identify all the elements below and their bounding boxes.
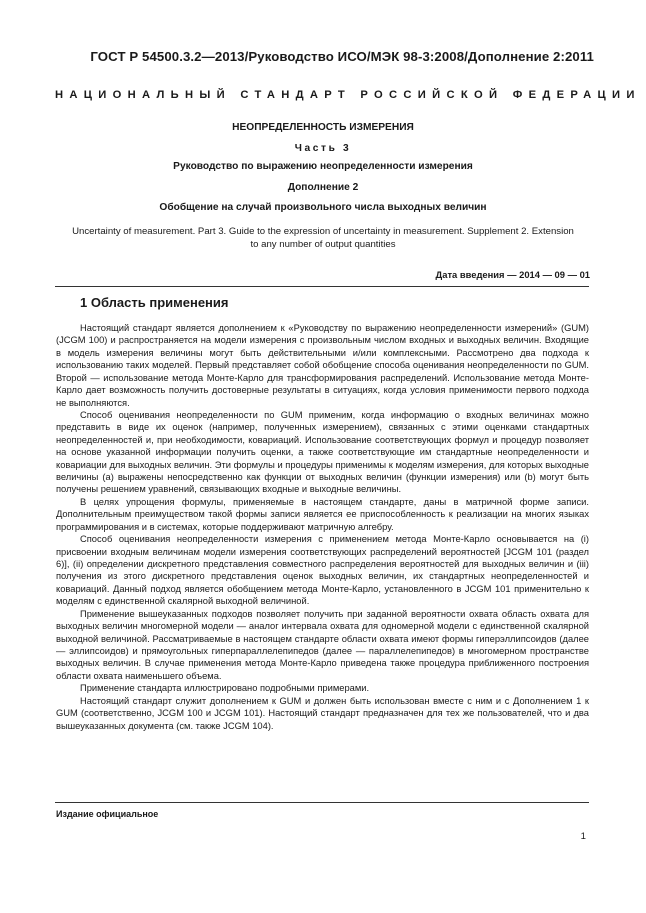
subtitle: Обобщение на случай произвольного числа выходных величин xyxy=(159,202,487,213)
paragraph: Настоящий стандарт является дополнением к «Руководству по выражению неопределенности измерений» (GUM) (JCGM 100) и распространяется на модели измерения с произвольным числом входных и выходных величин. Входящие в модель измерения величины могут быть действительными и/или комплексными. Рассмотрено два подхода к использованию таких моделей. Первый представляет собой обобщение способа оценивания неопределенности по GUM. Второй — использование метода Монте-Карло для трансформирования распределений. Использование метода Монте-Карло дает возможность получить достоверные результаты в ситуациях, когда условия применимости первого подхода не выполняются. xyxy=(56,323,589,408)
paragraph: Способ оценивания неопределенности по GUM применим, когда информацию о входных величинах можно представить в виде их оценок (например, полученных измерением), связанных с этими оценками стандартных неопределенностей и, при необходимости, ковариаций. Использование соответствующих формул и процедур позволяет на основе указанной информации получить оценки, а также соответствующие им стандартные неопределенности и ковариации для выходных величин. Эти формулы и процедуры применимы к моделям измерения, для которых выходные величины (a) выражены непосредственно как функции от выходных величин (функции измерения) или (b) могут быть получены решением уравнений, связывающих входные и выходные величины. xyxy=(56,409,589,495)
paragraph: Применение стандарта иллюстрировано подробными примерами. xyxy=(80,683,370,694)
paragraph: Способ оценивания неопределенности измерения с применением метода Монте-Карло основывается на (i) присвоении входным величинам модели измерения соответствующих распределений вероятностей [JCGM 101 (раздел 6)], (ii) определении дискретного представления совместного распределения вероятностей для выходных величин и (iii) получения из этого дискретного представления оценок выходных величин, их стандартных неопределенностей и ковариаций. Данный подход является обобщением метода Монте-Карло, установленного в JCGM 101 применительно к моделям с единственной скалярной выходной величиной. xyxy=(56,534,589,607)
section-body xyxy=(56,322,589,732)
page-number: 1 xyxy=(580,831,586,842)
english-title: Uncertainty of measurement. Part 3. Guide to the expression of uncertainty in measurement. Supplement 2. Extension to any number of output quantities xyxy=(72,226,574,250)
edition-note: Издание официальное xyxy=(56,809,159,819)
introduction-date: Дата введения — 2014 — 09 — 01 xyxy=(435,269,590,280)
part-title: Часть 3 xyxy=(294,143,352,154)
paragraph: Настоящий стандарт служит дополнением к GUM и должен быть использован вместе с ним и с Дополнением 1 к GUM (соответственно, JCGM 100 и JCGM 101). Настоящий стандарт предназначен для тех же пользователей, что и два вышеуказанных документа (см. также JCGM 104). xyxy=(56,695,589,731)
paragraph: Применение вышеуказанных подходов позволяет получить при заданной вероятности охвата область охвата для выходных величин многомерной модели — аналог интервала охвата для одномерной модели с единственной скалярной выходной величиной. Рассматриваемые в настоящем стандарте области охвата имеют формы гиперэллипсоидов (далее — эллипсоидов) и прямоугольных гиперпараллелепипедов (далее — параллелепипедов) в многомерном пространстве выходных величин. В случае применения метода Монте-Карло приведена также процедура приближенного построения области охвата наименьшего объема. xyxy=(56,608,589,681)
supplement-title: Дополнение 2 xyxy=(287,182,359,193)
paragraph: В целях упрощения формулы, применяемые в настоящем стандарте, даны в матричной форме записи. Дополнительным преимуществом такой формы записи является ее приспособленность к реализации на многих языках программирования и в системах, которые поддерживают матричную алгебру. xyxy=(56,496,589,532)
document-header: ГОСТ Р 54500.3.2—2013/Руководство ИСО/МЭК 98-3:2008/Дополнение 2:2011 xyxy=(90,49,594,64)
section-heading: 1 Область применения xyxy=(80,295,229,310)
guide-title: Руководство по выражению неопределенности измерения xyxy=(173,161,473,172)
main-title: НЕОПРЕДЕЛЕННОСТЬ ИЗМЕРЕНИЯ xyxy=(232,122,414,133)
national-standard-banner: НАЦИОНАЛЬНЫЙ СТАНДАРТ РОССИЙСКОЙ ФЕДЕРАЦИИ xyxy=(55,89,641,101)
footer-divider xyxy=(55,802,589,803)
header-divider xyxy=(55,286,589,287)
